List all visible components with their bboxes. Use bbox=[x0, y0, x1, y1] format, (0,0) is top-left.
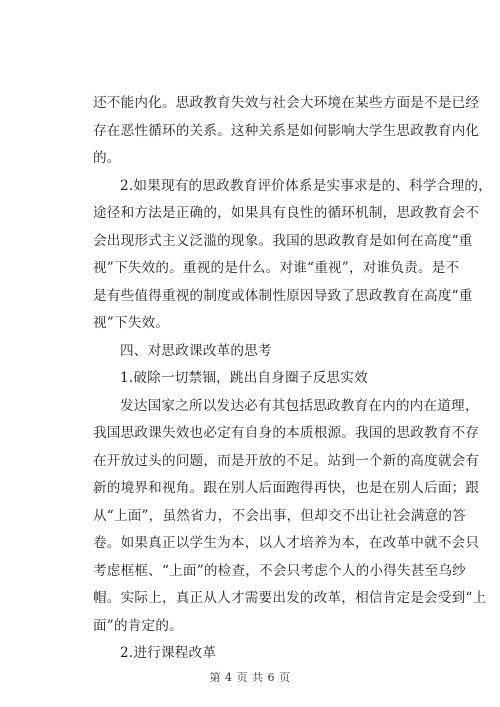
text-line: 新的境界和视角。跟在别人后面跑得再快，也是在别人后面；跟 bbox=[93, 480, 480, 496]
text-line: 途径和方法是正确的，如果具有良性的循环机制，思政教育会不 bbox=[93, 205, 480, 221]
text-line: 是有些值得重视的制度或体制性原因导致了思政教育在高度“重 bbox=[93, 287, 473, 304]
page-footer: 第 4 页 共 6 页 bbox=[209, 671, 291, 684]
text-line: 卷。如果真正以学生为本，以人才培养为本，在改革中就不会只 bbox=[93, 535, 480, 551]
text-line: 面”的肯定的。 bbox=[93, 617, 183, 634]
text-line: 帽。实际上，真正从人才需要出发的改革，相信肯定是会受到“上 bbox=[93, 590, 487, 606]
text-line: 视”下失效的。重视的是什么。对谁“重视”，对谁负责。是不 bbox=[93, 260, 460, 276]
text-line: 的。 bbox=[93, 150, 121, 166]
text-line: 1.破除一切禁锢，跳出自身圈子反思实效 bbox=[120, 370, 368, 386]
document-body bbox=[93, 90, 493, 668]
text-line: 考虑框框、“上面”的检查，不会只考虑个人的小得失甚至乌纱 bbox=[93, 562, 466, 579]
text-line: 发达国家之所以发达必有其包括思政教育在内的内在道理， bbox=[120, 397, 479, 414]
text-line: 视”下失效。 bbox=[93, 315, 170, 331]
text-line: 会出现形式主义泛滥的现象。我国的思政教育是如何在高度“重 bbox=[93, 232, 473, 249]
text-line: 在开放过头的问题，而是开放的不足。站到一个新的高度就会有 bbox=[93, 452, 480, 469]
text-line: 2.如果现有的思政教育评价体系是实事求是的、科学合理的， bbox=[120, 177, 493, 194]
text-line: 2.进行课程改革 bbox=[120, 645, 217, 661]
text-line: 还不能内化。思政教育失效与社会大环境在某些方面是不是已经 bbox=[93, 95, 480, 111]
text-line: 四、对思政课改革的思考 bbox=[120, 342, 272, 359]
text-line: 从“上面”，虽然省力，不会出事，但却交不出让社会满意的答 bbox=[93, 507, 466, 524]
text-line: 存在恶性循环的关系。这种关系是如何影响大学生思政教育内化 bbox=[93, 122, 480, 139]
text-line: 我国思政课失效也必定有自身的本质根源。我国的思政教育不存 bbox=[93, 425, 480, 441]
